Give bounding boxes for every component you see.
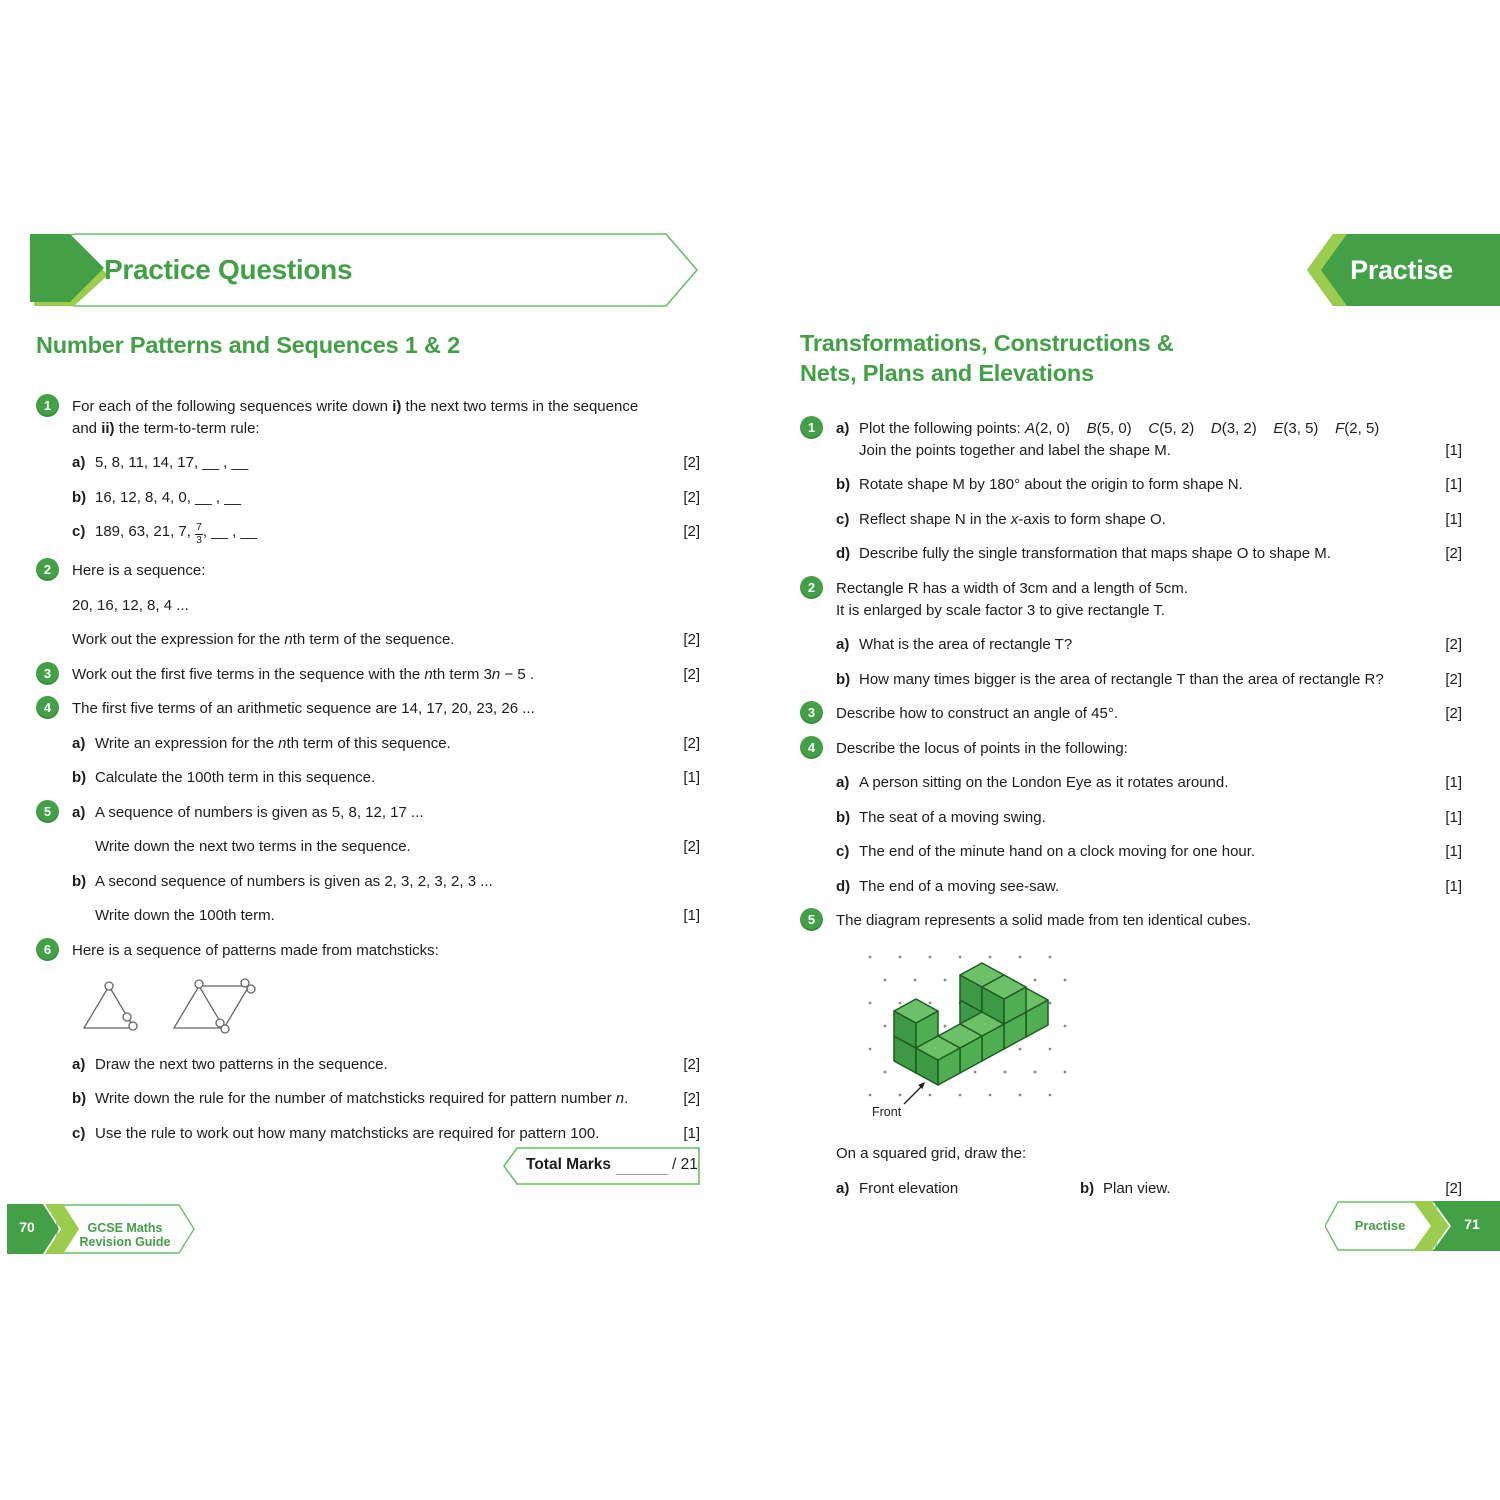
part-label: a) (836, 1179, 850, 1197)
total-marks-score: / 21 (672, 1156, 698, 1173)
question-row (800, 600, 1462, 621)
marks-label: [2] (683, 665, 700, 683)
text-segment: 16, 12, 8, 4, 0, __ , __ (95, 488, 241, 506)
matchstick-pattern-figure (74, 976, 314, 1034)
matchsticks-figure-wrapper (74, 976, 314, 1040)
question-row (800, 578, 1462, 599)
text-segment: The diagram represents a solid made from ten identical cubes. (836, 912, 1252, 929)
question-number-badge: 4 (800, 736, 823, 759)
text-segment: C (1148, 419, 1160, 437)
text-segment: th term 3 (432, 665, 492, 683)
fraction: $\frac{7}{3}$ (196, 521, 202, 546)
question-row (36, 698, 700, 719)
text-segment: Here is a sequence of patterns made from matchsticks: (72, 941, 439, 959)
marks-label: [2] (1445, 545, 1462, 562)
page-number: 71 (1464, 1216, 1480, 1232)
question-row (800, 1143, 1462, 1164)
text-segment: and (72, 419, 102, 437)
text-segment: Describe how to construct an angle of 45°. (836, 705, 1118, 722)
text-segment: (5, 0) (1096, 419, 1149, 437)
text-segment: Write down the rule for the number of matchsticks required for pattern number (95, 1090, 616, 1108)
marks-label: [2] (683, 488, 700, 506)
marks-label: [1] (683, 769, 700, 787)
question-row (36, 452, 700, 473)
text-segment: F (1335, 419, 1345, 437)
text-segment: Plot the following points: (859, 419, 1025, 437)
right-section-title-line2: Nets, Plans and Elevations (800, 360, 1094, 386)
part-label: a) (836, 636, 850, 653)
marks-label: [1] (683, 907, 700, 925)
practice-questions-banner (30, 232, 702, 308)
text-segment: Work out the expression for the (72, 631, 285, 649)
question-number-badge: 5 (36, 800, 59, 823)
right-section-title-line1: Transformations, Constructions & (800, 330, 1174, 356)
question-row (800, 1178, 1462, 1199)
text-segment: The end of a moving see-saw. (859, 877, 1060, 895)
text-segment: The first five terms of an arithmetic sequence are 14, 17, 20, 23, 26 ... (72, 700, 535, 718)
left-page-footer (7, 1204, 207, 1254)
text-segment: Here is a sequence: (72, 562, 206, 580)
text-segment: Work out the first five terms in the sequence with the (72, 665, 425, 683)
total-marks-box (488, 1146, 702, 1186)
text-segment: It is enlarged by scale factor 3 to give rectangle T. (836, 601, 1166, 619)
marks-label: [2] (683, 838, 700, 856)
text-segment: n (278, 734, 287, 752)
text-segment: i) (392, 397, 402, 415)
part-label: b) (72, 769, 87, 787)
question-row (36, 629, 700, 650)
right-page-footer (1325, 1201, 1500, 1251)
page-number: 70 (19, 1219, 35, 1235)
footer-label: Practise (1354, 1218, 1406, 1233)
question-number-badge: 1 (36, 394, 59, 417)
text-segment: What is the area of rectangle T? (859, 636, 1073, 653)
question-number-badge: 3 (36, 662, 59, 685)
question-number-badge: 4 (36, 696, 59, 719)
figure-row (800, 945, 1462, 1130)
question-row (800, 634, 1462, 655)
right-section-title (800, 328, 1480, 388)
text-segment: (2, 5) (1344, 419, 1380, 437)
text-segment: the term-to-term rule: (114, 419, 260, 437)
text-segment: E (1273, 419, 1284, 437)
text-segment: x (1010, 510, 1019, 528)
question-row (36, 521, 700, 547)
part-label: d) (836, 877, 851, 895)
marks-label: [2] (683, 1055, 700, 1073)
marks-label: [2] (1445, 670, 1462, 688)
question-row (36, 560, 700, 581)
question-row (800, 440, 1462, 461)
question-row (800, 738, 1462, 759)
marks-label: [2] (1445, 1179, 1462, 1197)
question-number-badge: 2 (36, 558, 59, 581)
question-row (36, 1054, 700, 1075)
text-segment: Write down the next two terms in the sequence. (95, 838, 411, 856)
question-row (800, 807, 1462, 828)
marks-label: [2] (1445, 636, 1462, 653)
text-segment: Write down the 100th term. (95, 907, 275, 925)
text-segment: th term of the sequence. (292, 631, 455, 649)
text-segment: Calculate the 100th term in this sequence. (95, 769, 376, 787)
question-row (36, 836, 700, 857)
marks-label: [1] (1445, 774, 1462, 791)
text-segment: A person sitting on the London Eye as it rotates around. (859, 774, 1229, 791)
text-segment: (3, 5) (1283, 419, 1336, 437)
question-row (36, 940, 700, 961)
total-marks-label: Total Marks (526, 1156, 611, 1173)
part-label: b) (836, 808, 851, 826)
part-label: c) (836, 843, 850, 860)
text-segment: . (624, 1090, 629, 1108)
marks-label: [1] (1445, 877, 1462, 895)
question-number-badge: 1 (800, 416, 823, 439)
text-segment: ii) (101, 419, 115, 437)
cubes-figure-wrapper (864, 949, 1076, 1130)
part-label: a) (72, 1055, 86, 1073)
text-segment: Reflect shape N in the (859, 510, 1011, 528)
text-segment: (5, 2) (1159, 419, 1211, 437)
footer-label: GCSE Maths Revision Guide (79, 1221, 171, 1249)
part-label: a) (836, 774, 850, 791)
marks-label: [1] (1445, 808, 1462, 826)
question-row (36, 905, 700, 926)
part-label: a) (72, 803, 86, 821)
question-row (36, 396, 700, 417)
part-label: a) (836, 419, 850, 437)
text-segment: n (615, 1090, 625, 1108)
front-label: Front (872, 1104, 902, 1119)
text-segment: Plan view. (1103, 1179, 1171, 1197)
text-segment: Join the points together and label the shape M. (859, 441, 1171, 459)
text-segment: n (424, 665, 433, 683)
text-segment: Use the rule to work out how many matchsticks are required for pattern 100. (95, 1124, 600, 1142)
marks-label: [2] (683, 523, 700, 540)
question-row (36, 418, 700, 439)
marks-label: [1] (683, 1124, 700, 1142)
part-label: a) (72, 734, 86, 752)
left-section-title: Number Patterns and Sequences 1 & 2 (36, 332, 460, 358)
text-segment: 189, 63, 21, 7, (95, 523, 196, 540)
text-segment: For each of the following sequences write down (72, 397, 393, 415)
second-column (1080, 1178, 1171, 1199)
text-segment: 5, 8, 11, 14, 17, __ , __ (95, 454, 249, 471)
marks-label: [1] (1445, 476, 1462, 493)
question-row (800, 543, 1462, 564)
text-segment: th term of this sequence. (286, 734, 451, 752)
question-row (800, 910, 1462, 931)
question-row (36, 487, 700, 508)
text-segment: Describe fully the single transformation that maps shape O to shape M. (859, 545, 1331, 562)
part-label: a) (72, 454, 86, 471)
text-segment: (2, 0) (1034, 419, 1087, 437)
part-label: d) (836, 545, 851, 562)
part-label: b) (72, 488, 87, 506)
marks-label: [2] (683, 734, 700, 752)
practise-banner (1303, 232, 1500, 308)
question-row (36, 767, 700, 788)
question-number-badge: 2 (800, 576, 823, 599)
text-segment: n (491, 665, 501, 683)
question-row (800, 703, 1462, 724)
question-row (800, 669, 1462, 690)
question-row (800, 876, 1462, 897)
question-row (36, 595, 700, 616)
question-number-badge: 6 (36, 938, 59, 961)
isometric-cubes-figure (864, 949, 1076, 1124)
question-number-badge: 3 (800, 701, 823, 724)
text-segment: A second sequence of numbers is given as 2, 3, 2, 3, 2, 3 ... (95, 872, 493, 890)
text-segment: Rectangle R has a width of 3cm and a length of 5cm. (836, 579, 1188, 597)
part-label: b) (836, 670, 851, 688)
banner-title: Practise (1350, 255, 1453, 285)
marks-label: [1] (1445, 441, 1462, 459)
text-segment: 20, 16, 12, 8, 4 ... (72, 596, 189, 614)
figure-row (36, 974, 700, 1040)
marks-label: [1] (1445, 510, 1462, 528)
text-segment: Draw the next two patterns in the sequence. (95, 1055, 388, 1073)
question-row (800, 841, 1462, 862)
text-segment: (3, 2) (1221, 419, 1274, 437)
part-label: b) (1080, 1179, 1095, 1197)
text-segment: − 5 . (500, 665, 535, 683)
right-page-questions (800, 404, 1462, 1199)
question-number-badge: 5 (800, 908, 823, 931)
text-segment: Rotate shape M by 180° about the origin to form shape N. (859, 476, 1243, 493)
text-segment: A sequence of numbers is given as 5, 8, 12, 17 ... (95, 803, 424, 821)
part-label: b) (836, 476, 851, 493)
banner-title: Practice Questions (104, 254, 353, 285)
text-segment: -axis to form shape O. (1018, 510, 1166, 528)
text-segment: , __ , __ (202, 523, 258, 540)
text-segment: n (284, 631, 293, 649)
question-row (36, 733, 700, 754)
question-row (36, 1123, 700, 1144)
part-label: c) (72, 523, 86, 540)
marks-label: [1] (1445, 843, 1462, 860)
marks-label: [2] (1445, 705, 1462, 722)
left-page-questions (36, 382, 700, 1144)
part-label: b) (72, 1090, 87, 1108)
question-row (36, 871, 700, 892)
text-segment: Write an expression for the (95, 734, 279, 752)
part-label: c) (836, 510, 850, 528)
question-row (800, 418, 1462, 439)
part-label: c) (72, 1124, 86, 1142)
question-row (800, 474, 1462, 495)
text-segment: The seat of a moving swing. (859, 808, 1046, 826)
text-segment: Front elevation (859, 1179, 959, 1197)
total-marks-blank (616, 1174, 668, 1175)
question-row (800, 772, 1462, 793)
text-segment: On a squared grid, draw the: (836, 1145, 1027, 1162)
marks-label: [2] (683, 631, 700, 649)
text-segment: B (1086, 419, 1097, 437)
question-row (800, 509, 1462, 530)
text-segment: Describe the locus of points in the following: (836, 739, 1128, 757)
text-segment: A (1024, 419, 1035, 437)
marks-label: [2] (683, 1090, 700, 1108)
text-segment: D (1210, 419, 1222, 437)
text-segment: the next two terms in the sequence (401, 397, 639, 415)
question-row (36, 664, 700, 685)
text-segment: How many times bigger is the area of rectangle T than the area of rectangle R? (859, 670, 1384, 688)
marks-label: [2] (683, 454, 700, 471)
question-row (36, 1088, 700, 1109)
text-segment: The end of the minute hand on a clock moving for one hour. (859, 843, 1256, 860)
question-row (36, 802, 700, 823)
part-label: b) (72, 872, 87, 890)
